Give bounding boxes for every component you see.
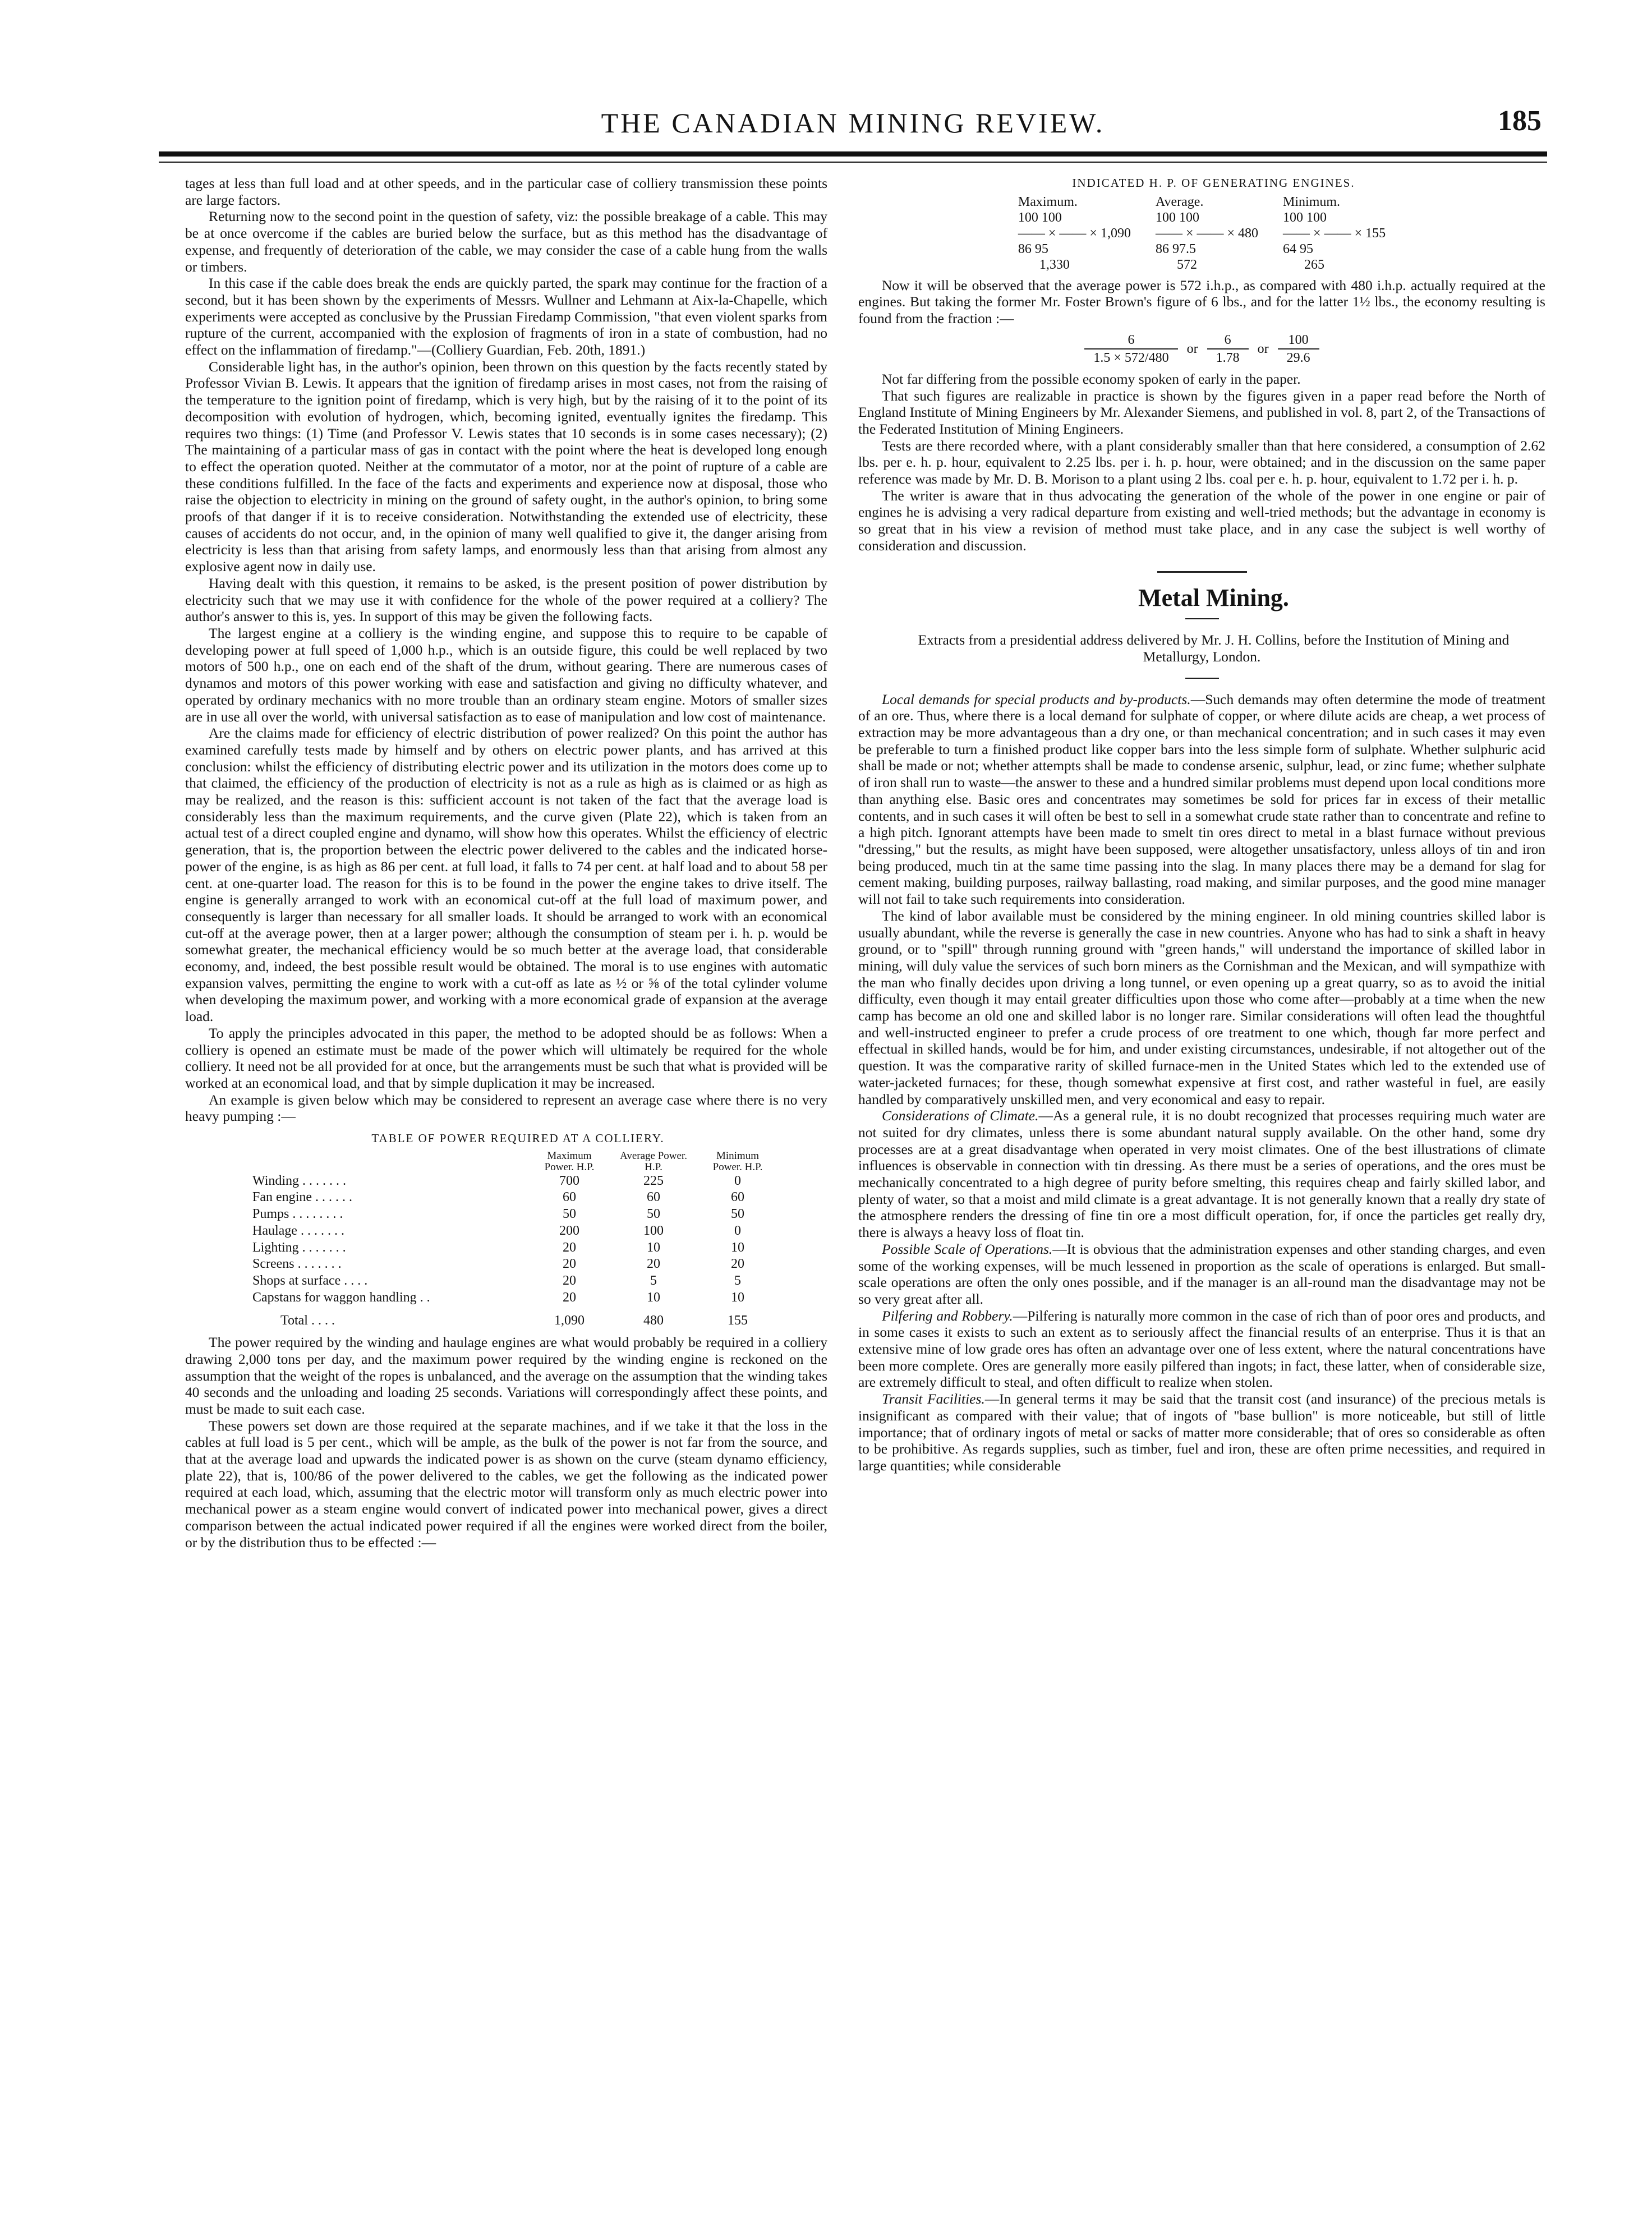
table-cell: 10 [647, 1240, 660, 1255]
table-header: Minimum. [1283, 194, 1341, 209]
run-in-heading: Considerations of Climate. [882, 1107, 1039, 1124]
paragraph [858, 691, 1545, 908]
table-cell: 200 [559, 1223, 579, 1238]
run-in-heading: Local demands for special products and by-products. [882, 691, 1191, 707]
table-cell: 86 95 [1018, 241, 1048, 256]
paragraph: Considerable light has, in the author's opinion, been thrown on this question by the facts recently stated by Professor Vivian B. Lewis. It appears that the ignition of firedamp arises in most cases, not from the raising of the temperature to the ignition point of firedamp, which is very high, but by the raising of it to the point of its decomposition with evolution of hydrogen, which, becoming ignited, eventually ignites the firedamp. This requires two things: (1) Time (and Professor V. Lewis states that 10 seconds is in some cases necessary); (2) The maintaining of a particular mass of gas in contact with the point where the heat is developed long enough to effect the operation quoted. Neither at the commutator of a motor, nor at the point of rupture of a cable are these conditions fulfilled. In the face of the facts and experiments and experience now at disposal, those who raise the objection to electricity in mining on the ground of safety ought, in the author's opinion, to bring some proofs of that danger if it is to receive consideration. Notwithstanding the extended use of electricity, these causes of accidents do not occur, and, in the opinion of many well qualified to give it, the danger arising from electricity is less than that arising from safety lamps, and enormously less than that arising from almost any explosive agent now in daily use. [185, 358, 827, 575]
generating-engines-table [1006, 194, 1398, 273]
table-cell: 480 [643, 1313, 664, 1328]
table-cell: 5 [734, 1273, 741, 1288]
table-cell: 50 [647, 1207, 660, 1222]
paragraph [858, 1241, 1545, 1308]
paragraph [858, 1308, 1545, 1391]
table-header [247, 1151, 527, 1173]
table-cell: 60 [647, 1190, 660, 1205]
table-cell: 1,330 [1039, 257, 1070, 272]
section-heading: Metal Mining. [1138, 583, 1289, 611]
table-cell: 5 [650, 1273, 657, 1288]
fraction-or: or [1186, 341, 1198, 356]
paragraph: An example is given below which may be considered to represent an average case where there is no very heavy pumping :— [185, 1091, 827, 1125]
table-cell: 700 [559, 1173, 579, 1188]
table-cell: 100 100 [1155, 210, 1199, 225]
table-cell: 100 [643, 1223, 664, 1238]
table-cell: 20 [647, 1257, 660, 1272]
paragraph [858, 1391, 1545, 1474]
paragraph: Returning now to the second point in the question of safety, viz: the possible breakage of a cable. This may be at once overcome if the cables are buried below the surface, but as this method has the disadvantage of expense, and frequently of deterioration of the cable, we may consider the case of a cable hung from the walls or timbers. [185, 208, 827, 275]
header-rule [159, 151, 1547, 157]
run-in-heading: Pilfering and Robbery. [882, 1307, 1013, 1324]
table-cell: —— × —— × 155 [1283, 226, 1386, 241]
section-separator [1185, 618, 1219, 619]
fraction-denominator: 29.6 [1278, 349, 1319, 366]
table-cell: 225 [643, 1173, 664, 1188]
table-cell: Winding . . . . . . . [252, 1173, 347, 1188]
run-in-heading: Possible Scale of Operations. [882, 1240, 1053, 1257]
table-row [247, 1206, 780, 1223]
table-header: Maximum Power. H.P. [544, 1149, 595, 1173]
economy-fraction [1084, 332, 1319, 366]
paragraph: Having dealt with this question, it remains to be asked, is the present position of power distribution by electricity such that we may use it with confidence for the whole of the power required at a colliery? The author's answer to this is, yes. In support of this may be given the following facts. [185, 574, 827, 625]
fraction-numerator: 6 [1224, 332, 1231, 347]
running-title: THE CANADIAN MINING REVIEW. [601, 107, 1105, 139]
paragraph: These powers set down are those required at the separate machines, and if we take it that the loss in the cables at full load is 5 per cent., which will be ample, as the bulk of the power is not far from the source, and that at the average load and upwards the indicated power is as shown on the curve (steam dynamo efficiency, plate 22), that is, 100/86 of the power delivered to the cables, we get the following as the indicated power required at each load, which, assuming that the electric motor will transform only as much electric power into mechanical power as a steam engine would convert of indicated power into mechanical power, gives a direct comparison between the actual indicated power required if all the engines were worked direct from the boiler, or by the distribution thus to be effected :— [185, 1417, 827, 1551]
table-cell: 20 [563, 1240, 576, 1255]
table-cell: Lighting . . . . . . . [252, 1240, 346, 1255]
paragraph-text: —Pilfering is naturally more common in the case of rich than of poor ores and products, and in some cases it exists to such an extent as to seriously affect the financial results of an enterprise. Thus it is that an extensive mine of low grade ores has often an advantage over one of less extent, where the natural concentrations have been more complete. Ores are generally more easily pilfered than ingots; in fact, these latter, when of considerable size, are extremely difficult to steal, and often difficult to realize when stolen. [858, 1307, 1545, 1391]
table-cell: 20 [731, 1257, 744, 1272]
paragraph [858, 1107, 1545, 1241]
table-cell: Screens . . . . . . . [252, 1257, 342, 1272]
table-cell: —— × —— × 480 [1155, 226, 1259, 241]
paragraph: In this case if the cable does break the ends are quickly parted, the spark may continue for the fraction of a second, but it has been shown by the experiments of Messrs. Wullner and Lehmann at Aix-la-Chapelle, which experiments were accepted as conclusive by the Prussian Firedamp Commission, "that even violent sparks from rupture of the current, accompanied with the explosion of fragments of iron in a state of combustion, had no effect on the inflammation of firedamp."—(Colliery Guardian, Feb. 20th, 1891.) [185, 275, 827, 358]
table-cell: 60 [563, 1190, 576, 1205]
table-cell: 0 [734, 1173, 741, 1188]
table-cell: 64 95 [1283, 241, 1314, 256]
run-in-heading: Transit Facilities. [882, 1391, 985, 1408]
table-cell: 0 [734, 1223, 741, 1238]
table-row [247, 1240, 780, 1257]
table-cell: 572 [1176, 257, 1197, 272]
paragraph: Tests are there recorded where, with a plant considerably smaller than that here considered, a consumption of 2.62 lbs. per e. h. p. hour, equivalent to 2.25 lbs. per i. h. p. hour, were obtained; and in the discussion on the same paper reference was made by Mr. D. B. Morison to a plant using 2 lbs. coal per e. h. p. hour, equivalent to 1.72 per i. h. p. [858, 437, 1545, 487]
section-separator [1157, 571, 1247, 573]
section-subheading: Extracts from a presidential address delivered by Mr. J. H. Collins, before the Institution of Mining and Metallurgy, London. [918, 632, 1510, 665]
table-row [247, 1189, 780, 1206]
table-cell: Fan engine . . . . . . [252, 1190, 352, 1205]
fraction-or: or [1257, 341, 1269, 356]
table-cell: 265 [1304, 257, 1325, 272]
generating-table-title: INDICATED H. P. OF GENERATING ENGINES. [1072, 176, 1355, 190]
fraction-denominator: 1.5 × 572/480 [1084, 349, 1177, 366]
table-cell: 1,090 [554, 1313, 585, 1328]
table-cell: Capstans for waggon handling . . [252, 1290, 430, 1305]
table-row [247, 1223, 780, 1240]
table-header: Average. [1155, 194, 1204, 209]
table-cell: Shops at surface . . . . [252, 1273, 368, 1288]
paragraph-text: —It is obvious that the administration expenses and other standing charges, and even some of the working expenses, will be much lessened in proportion as the scale of operations is enlarged. But small-scale operations are often the only ones possible, and if the manager is an all-round man the disadvantage may not be so very great after all. [858, 1240, 1545, 1307]
paragraph: tages at less than full load and at other speeds, and in the particular case of colliery transmission these points are large factors. [185, 175, 827, 208]
table-cell: 86 97.5 [1155, 241, 1196, 256]
table-cell: 100 100 [1018, 210, 1062, 225]
table-cell: 20 [563, 1257, 576, 1272]
table-total-row [247, 1306, 780, 1330]
page-header [159, 107, 1547, 151]
paragraph: Now it will be observed that the average power is 572 i.h.p., as compared with 480 i.h.p. actually required at the engines. But taking the former Mr. Foster Brown's figure of 6 lbs., and for the latter 1½ lbs., the economy resulting is found from the fraction :— [858, 277, 1545, 327]
table-row [247, 1256, 780, 1273]
right-column [858, 175, 1545, 1474]
paragraph: To apply the principles advocated in this paper, the method to be adopted should be as follows: When a colliery is opened an estimate must be made of the power which will ultimately be required for the whole colliery. It need not be all provided for at once, but the arrangements must be such that what is provided will be worked at an economical load, and that by simple duplication it may be increased. [185, 1024, 827, 1091]
table-cell: 20 [563, 1290, 576, 1305]
table-cell: 50 [563, 1207, 576, 1222]
paragraph: Are the claims made for efficiency of electric distribution of power realized? On this point the author has examined carefully tests made by himself and by others on electric power plants, and has arrived at this conclusion: whilst the efficiency of distributing electric power and its utilization in the motors does come up to that claimed, the efficiency of the production of electricity is not as a rule as high as is claimed or as high as may be realized, and the reason is this: sufficient account is not taken of the fact that the average load is considerably less than the maximum requirements, and the curve given (Plate 22), which is taken from an actual test of a direct coupled engine and dynamo, will show how this operates. Whilst the efficiency of electric generation, that is, the proportion between the electric power delivered to the cables and the indicated horse-power of the engine, is as high as 86 per cent. at full load, it falls to 74 per cent. at half load and to about 58 per cent. at one-quarter load. The reason for this is to be found in the power the engine takes to drive itself. The engine is generally arranged to work with an economical cut-off at the full load of maximum power, and consequently is larger than necessary for all smaller loads. It should be arranged to work with an economical cut-off at the average power, then at a larger power; although the consumption of steam per i. h. p. would be somewhat greater, the mechanical efficiency would be so much better at the average load, that considerable economy, and, indeed, the best possible result would be obtained. The moral is to use engines with automatic expansion valves, permitting the engine to work with a cut-off as late as ½ or ⅝ of the total cylinder volume when developing the maximum power, and working with a more economical grade of expansion at the average load. [185, 725, 827, 1025]
paragraph-text: —In general terms it may be said that the transit cost (and insurance) of the precious metals is insignificant as compared with their value; that of ingots of "base bullion" is more noticeable, but still of little importance; that of ordinary ingots of metal or sacks of matter more considerable; that of ores so considerable as often to be prohibitive. As regards supplies, such as timber, fuel and iron, these are often prime necessities, and required in large quantities; while considerable [858, 1391, 1545, 1474]
table-cell: 20 [563, 1273, 576, 1288]
paragraph: The power required by the winding and haulage engines are what would probably be required in a colliery drawing 2,000 tons per day, and the maximum power required by the winding engine is reckoned on the assumption that the weight of the ropes is unbalanced, and the average on the assumption that the winding takes 40 seconds and the unloading and loading 25 seconds. Variations will correspondingly affect these points, and must be made to suit each case. [185, 1334, 827, 1417]
fraction-numerator: 100 [1288, 332, 1309, 347]
table-cell: 100 100 [1283, 210, 1327, 225]
table-row [247, 1273, 780, 1290]
table-cell: 10 [647, 1290, 660, 1305]
paragraph: The largest engine at a colliery is the winding engine, and suppose this to require to be capable of developing power at full speed of 1,000 h.p., which is an outside figure, this could be well replaced by two motors of 500 h.p., one on each end of the shaft of the drum, without gearing. There are numerous cases of dynamos and motors of this power working with ease and satisfaction and giving no difficulty whatever, and operated by ordinary mechanics with no more trouble than an ordinary steam engine. Motors of smaller sizes are in use all over the world, with universal satisfaction as to ease of manipulation and low cost of maintenance. [185, 624, 827, 725]
table-cell: 50 [731, 1207, 744, 1222]
table-cell: Pumps . . . . . . . . [252, 1207, 343, 1222]
table-header: Maximum. [1018, 194, 1078, 209]
table-cell: Haulage . . . . . . . [252, 1223, 344, 1238]
paragraph-text: —As a general rule, it is no doubt recognized that processes requiring much water are not suited for dry climates, unless there is some abundant natural supply available. On the other hand, some dry processes are at a great disadvantage when operated in very moist climates. One of the best illustrations of climate influences is observable in connection with tin dressing. As there must be a series of operations, and the ores must be mechanically concentrated to a high degree of purity before smelting, this requires cheap and fairly skilled labor, and plenty of water, so that a moist and mild climate is a great advantage. It is not generally known that a really dry state of the atmosphere renders the dressing of fine tin ore a most difficult operation, for, if once the particles get really dry, there is always a heavy loss of float tin. [858, 1107, 1545, 1241]
page-number: 185 [1498, 105, 1541, 137]
table-header: Average Power. H.P. [620, 1149, 687, 1173]
table-cell: 10 [731, 1240, 744, 1255]
table-cell: 10 [731, 1290, 744, 1305]
paragraph: Not far differing from the possible economy spoken of early in the paper. [882, 370, 1301, 387]
paragraph: The kind of labor available must be considered by the mining engineer. In old mining countries skilled labor is usually abundant, while the reverse is generally the case in new countries. Anyone who has had to sink a shaft in heavy ground, or to "spill" through running ground with "green hands," will understand the importance of skilled labor in mining, will duly value the services of such born miners as the Cornishman and the Mexican, and will sympathize with the man who finally decides upon driving a long tunnel, or even opening up a great quarry, so as to avoid the initial difficulty, even though it may entail greater difficulties upon those who come after—probably at a time when the new camp has become an old one and skilled labor is no longer rare. Similar considerations will often lead the thoughtful and well-instructed engineer to prefer a crude process of ore treatment to one which, though far more perfect and effectual in skilled hands, would be for him, and under existing circumstances, undesirable, if not altogether out of the question. It was the comparative rarity of skilled furnace-men in the United States which led to the extended use of water-jacketed furnaces; for these, though somewhat expensive at first cost, and rather wasteful in fuel, are easily handled by comparatively unskilled men, and very economical and easy to repair. [858, 907, 1545, 1107]
paragraph: The writer is aware that in thus advocating the generation of the whole of the power in one engine or pair of engines he is advising a very radical departure from existing and well-tried methods; but the advantage in economy is so great that in his view a revision of method must take place, and in any case the subject is well worthy of consideration and discussion. [858, 487, 1545, 554]
header-rule-thin [159, 162, 1547, 163]
table-row [247, 1173, 780, 1190]
paragraph-text: —Such demands may often determine the mode of treatment of an ore. Thus, where there is a local demand for sulphate of copper, or where dilute acids are cheap, a wet process of extraction may be more advantageous than a dry one, or than mechanical concentration; and in such cases it may even be preferable to turn a finished product like copper bars into the less simple form of sulphate. Whether sulphuric acid shall be made or not; whether attempts shall be made to condense arsenic, sulphur, lead, or zinc fume; whether sulphate of iron shall run to waste—the answer to these and a hundred similar problems must depend upon local conditions more than anything else. Basic ores and concentrates may sometimes be sold for prices far in excess of their metallic contents, and in such cases it will often be best to sell in a somewhat crude state rather than to concentrate and refine to a high pitch. Ignorant attempts have been made to smelt tin ores direct to metal in a blast furnace without previous "dressing," but the results, as might have been supposed, were altogether unsatisfactory, unless alloys of tin and iron being produced, much tin at the same time passing into the slag. In many places there may be a demand for slag for cement making, building purposes, railway ballasting, road making, and similar purposes, and the good mine manager will not fail to take such requirements into consideration. [858, 691, 1545, 908]
table-header: Minimum Power. H.P. [712, 1149, 763, 1173]
power-table [247, 1151, 780, 1330]
fraction-denominator: 1.78 [1207, 349, 1249, 366]
table-cell: 155 [728, 1313, 748, 1328]
power-table-body [247, 1173, 780, 1307]
table-cell: —— × —— × 1,090 [1018, 226, 1131, 241]
left-column [185, 175, 827, 1551]
table-cell: Total . . . . [280, 1313, 335, 1328]
table-cell: 60 [731, 1190, 744, 1205]
paragraph: That such figures are realizable in practice is shown by the figures given in a paper read before the North of England Institute of Mining Engineers by Mr. Alexander Siemens, and published in vol. 8, part 2, of the Transactions of the Federated Institution of Mining Engineers. [858, 387, 1545, 437]
fraction-numerator: 6 [1128, 332, 1135, 347]
section-separator [1185, 678, 1219, 679]
table-title: TABLE OF POWER REQUIRED AT A COLLIERY. [371, 1132, 665, 1146]
table-row [247, 1290, 780, 1307]
